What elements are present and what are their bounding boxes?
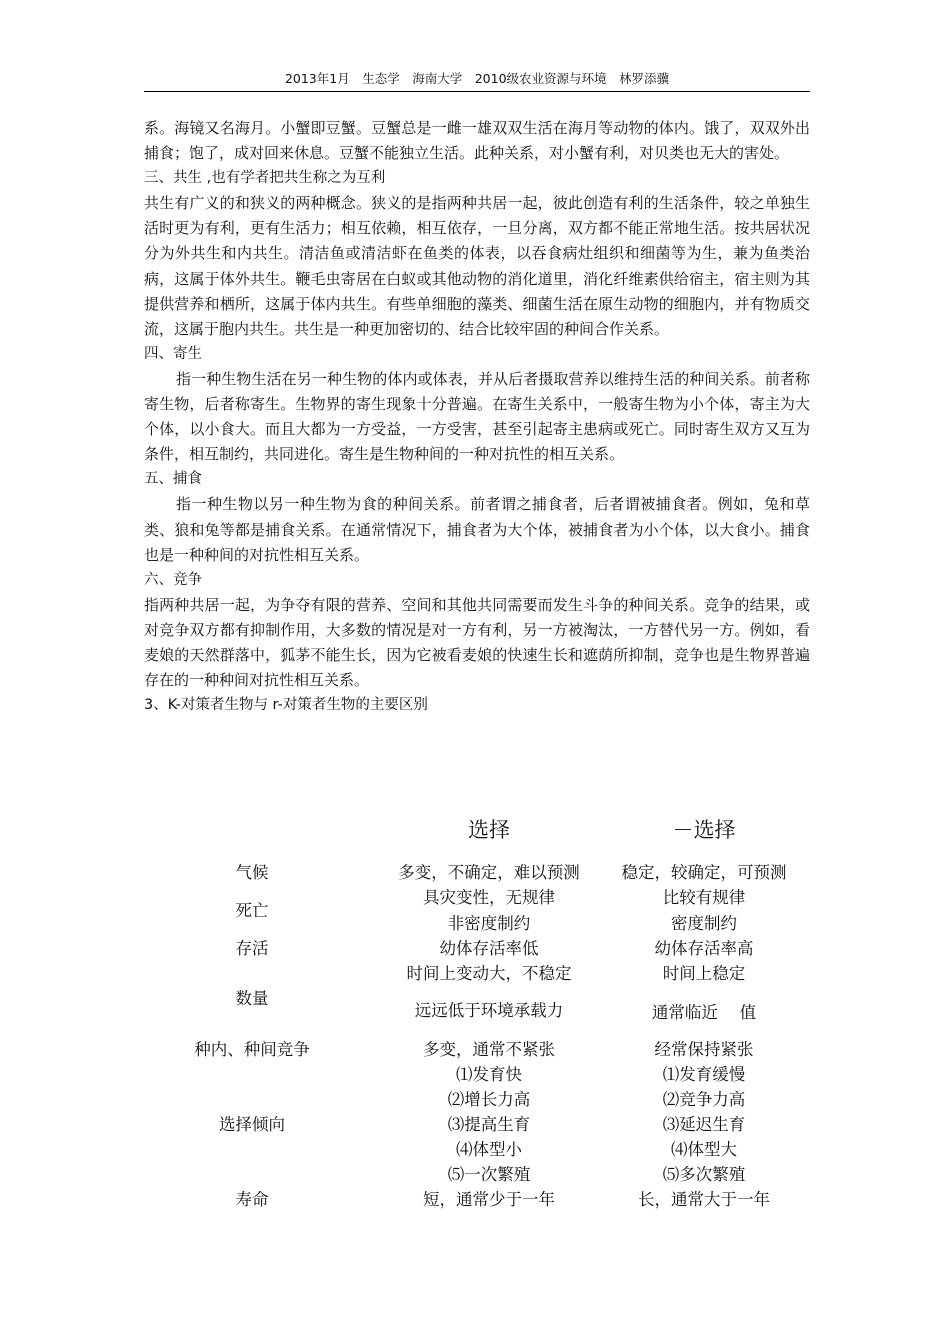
section-heading-symbiosis: 三、共生 ,也有学者把共生称之为互利 [144,170,386,187]
paragraph-competition: 指两种共居一起，为争夺有限的营养、空间和其他共同需要而发生斗争的种间关系。竞争的结果，或对竞争双方都有抑制作用，大多数的情况是对一方有利，另一方被淘汰，一方替代另一方。例如，看麦娘的天然群落中，狐茅不能生长，因为它被看麦娘的快速生长和遮荫所抑制，竞争也是生物界普遍存在的一种种间对抗性相互关系。 [144,595,810,690]
cell-death-r-1: 具灾变性，无规律 [423,888,555,907]
cell-death-k-2: 密度制约 [671,914,737,933]
section-heading-parasitism: 四、寄生 [144,345,202,362]
cell-selection-r-1: ⑴发育快 [456,1065,522,1084]
page-header: 2013年1月 生态学 海南大学 2010级农业资源与环境 林罗添骥 [144,69,810,92]
column-header-k-selection: －选择 [672,818,736,842]
cell-climate-r: 多变，不确定，难以预测 [398,863,580,882]
section-heading-competition: 六、竞争 [144,571,202,588]
paragraph-commensalism-end: 系。海镜又名海月。小蟹即豆蟹。豆蟹总是一雌一雄双双生活在海月等动物的体内。饿了，双双外出捕食；饱了，成对回来休息。豆蟹不能独立生活。此种关系，对小蟹有利，对贝类也无大的害处。 [144,119,810,163]
cell-number-k-2: 通常临近 值 [651,1003,757,1022]
cell-selection-r-4: ⑷体型小 [456,1140,522,1159]
section-heading-predation: 五、捕食 [144,471,202,488]
row-label-survival: 存活 [235,939,269,958]
cell-survival-r: 幼体存活率低 [439,939,539,958]
cell-selection-r-5: ⑸一次繁殖 [447,1165,531,1184]
cell-selection-k-2: ⑵竞争力高 [662,1090,746,1109]
cell-death-r-2: 非密度制约 [447,914,531,933]
row-label-competition: 种内、种间竞争 [194,1040,310,1059]
cell-survival-k: 幼体存活率高 [654,939,754,958]
cell-selection-k-4: ⑷体型大 [671,1140,737,1159]
column-header-r-selection: 选择 [468,818,510,842]
cell-climate-k: 稳定，较确定，可预测 [621,863,787,882]
cell-selection-r-2: ⑵增长力高 [447,1090,531,1109]
cell-number-r-1: 时间上变动大，不稳定 [406,964,572,983]
row-label-lifespan: 寿命 [235,1190,269,1209]
cell-number-r-2: 远远低于环境承载力 [414,1001,564,1020]
section-heading-k-r-strategy: 3、K-对策者生物与 r-对策者生物的主要区别 [144,697,428,714]
paragraph-symbiosis: 共生有广义的和狭义的两种概念。狭义的是指两种共居一起，彼此创造有利的生活条件，较之单独生活时更为有利，更有生活力；相互依赖，相互依存，一旦分离，双方都不能正常地生活。按共居状况分为外共生和内共生。清洁鱼或清洁虾在鱼类的体表，以吞食病灶组织和细菌等为生，兼为鱼类治病，这属于体外共生。鞭毛虫寄居在白蚁或其他动物的消化道里，消化纤维素供给宿主，宿主则为其提供营养和栖所，这属于体内共生。有些单细胞的藻类、细菌生活在原生动物的细胞内，并有物质交流，这属于胞内共生。共生是一种更加密切的、结合比较牢固的种间合作关系。 [144,194,810,338]
cell-competition-r: 多变，通常不紧张 [423,1040,555,1059]
row-label-number: 数量 [235,989,269,1008]
paragraph-predation: 指一种生物以另一种生物为食的种间关系。前者谓之捕食者，后者谓被捕食者。例如，兔和草类、狼和兔等都是捕食关系。在通常情况下，捕食者为大个体，被捕食者为小个体，以大食小。捕食也是一种种间的对抗性相互关系。 [144,495,810,564]
cell-selection-k-3: ⑶延迟生育 [662,1115,746,1134]
cell-number-k-1: 时间上稳定 [662,964,746,983]
row-label-death: 死亡 [235,901,269,920]
cell-selection-k-5: ⑸多次繁殖 [662,1165,746,1184]
paragraph-parasitism: 指一种生物生活在另一种生物的体内或体表，并从后者摄取营养以维持生活的种间关系。前者称寄生物，后者称寄生。生物界的寄生现象十分普遍。在寄生关系中，一般寄生物为小个体，寄主为大个体，以小食大。而且大都为一方受益，一方受害，甚至引起寄主患病或死亡。同时寄生双方又互为条件，相互制约，共同进化。寄生是生物种间的一种对抗性的相互关系。 [144,369,810,464]
cell-competition-k: 经常保持紧张 [654,1040,754,1059]
body-text [144,116,810,718]
cell-death-k-1: 比较有规律 [662,888,746,907]
cell-selection-k-1: ⑴发育缓慢 [662,1065,746,1084]
row-label-selection: 选择倾向 [219,1115,285,1134]
row-label-climate: 气候 [235,863,269,882]
cell-lifespan-k: 长，通常大于一年 [638,1190,770,1209]
cell-selection-r-3: ⑶提高生育 [447,1115,531,1134]
cell-lifespan-r: 短，通常少于一年 [423,1190,555,1209]
